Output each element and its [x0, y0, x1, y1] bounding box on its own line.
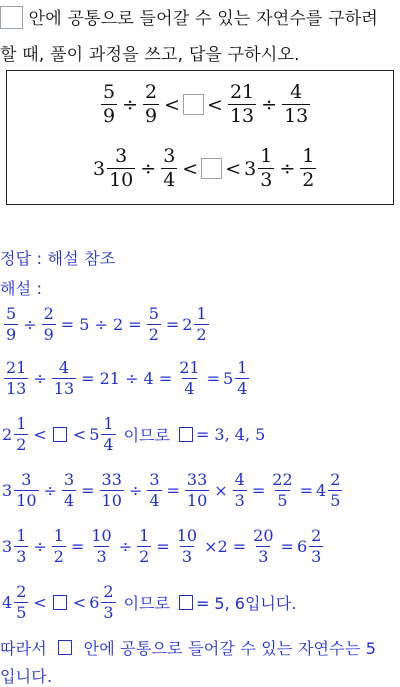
solution-step-5: 3 $\frac{1}{3}$ ÷ $\frac{1}{2}$ = $\frac{10}{3}$ ÷ $\frac{1}{2}$ = $\frac{10}{3}$ ×2 = $\frac{20}{3}$ = 6 $\frac{2}{3}$: [2, 526, 322, 566]
fraction: $\frac{2}{9}$: [145, 81, 158, 127]
blank-box-icon: [0, 6, 23, 29]
answer-label: 정답 : 해설 참조: [0, 249, 116, 268]
solution-step-3: 2 $\frac{1}{2}$ < < 5 $\frac{1}{4}$ 이므로 = 3, 4, 5: [2, 414, 266, 454]
blank-square-icon: [179, 595, 193, 610]
fraction: $\frac{21}{13}$: [229, 81, 255, 127]
blank-square-icon: [53, 427, 67, 442]
problem-box: [6, 70, 394, 205]
solution-step-6: 4 $\frac{2}{5}$ < < 6 $\frac{2}{3}$ 이므로 = 5, 6입니다.: [2, 582, 297, 622]
conclusion-line-1: 따라서 안에 공통으로 들어갈 수 있는 자연수는 5: [0, 639, 377, 658]
problem-row-1: $\frac{5}{9}$ ÷ $\frac{2}{9}$ < < $\frac{21}{13}$ ÷ $\frac{4}{13}$: [103, 81, 309, 127]
fraction: $\frac{4}{13}$: [284, 81, 309, 127]
mixed-number: 3 $\frac{3}{10}$: [93, 145, 134, 191]
solution-step-1: $\frac{5}{9}$ ÷ $\frac{2}{9}$ = 5 ÷ 2 = $\frac{5}{2}$ = 2 $\frac{1}{2}$: [6, 304, 207, 344]
fraction: $\frac{3}{4}$: [163, 145, 176, 191]
mixed-number: 3 $\frac{1}{3}$: [244, 145, 273, 191]
blank-square-icon: [58, 640, 72, 655]
fraction: $\frac{1}{2}$: [302, 145, 315, 191]
explanation-label: 해설 :: [0, 279, 43, 298]
solution-step-4: 3 $\frac{3}{10}$ ÷ $\frac{3}{4}$ = $\frac{33}{10}$ ÷ $\frac{3}{4}$ = $\frac{33}{10}$ × $\frac{4}{3}$ = $\frac{22}{5}$ = 4 $\frac{2}{5}$: [2, 470, 341, 510]
blank-square-icon: [53, 595, 67, 610]
problem-row-2: 3 $\frac{3}{10}$ ÷ $\frac{3}{4}$ < < 3 $\frac{1}{3}$ ÷ $\frac{1}{2}$: [93, 145, 315, 191]
question-line-2: 할 때, 풀이 과정을 쓰고, 답을 구하시오.: [0, 45, 300, 65]
answer-blank-box: [183, 94, 204, 115]
answer-blank-box: [201, 158, 222, 179]
solution-step-2: $\frac{21}{13}$ ÷ $\frac{4}{13}$ = 21 ÷ 4 = $\frac{21}{4}$ = 5 $\frac{1}{4}$: [6, 358, 248, 398]
conclusion-line-2: 입니다.: [0, 667, 53, 686]
question-line-1: 안에 공통으로 들어갈 수 있는 자연수를 구하려: [0, 4, 378, 29]
blank-square-icon: [179, 427, 193, 442]
fraction: $\frac{5}{9}$: [103, 81, 116, 127]
